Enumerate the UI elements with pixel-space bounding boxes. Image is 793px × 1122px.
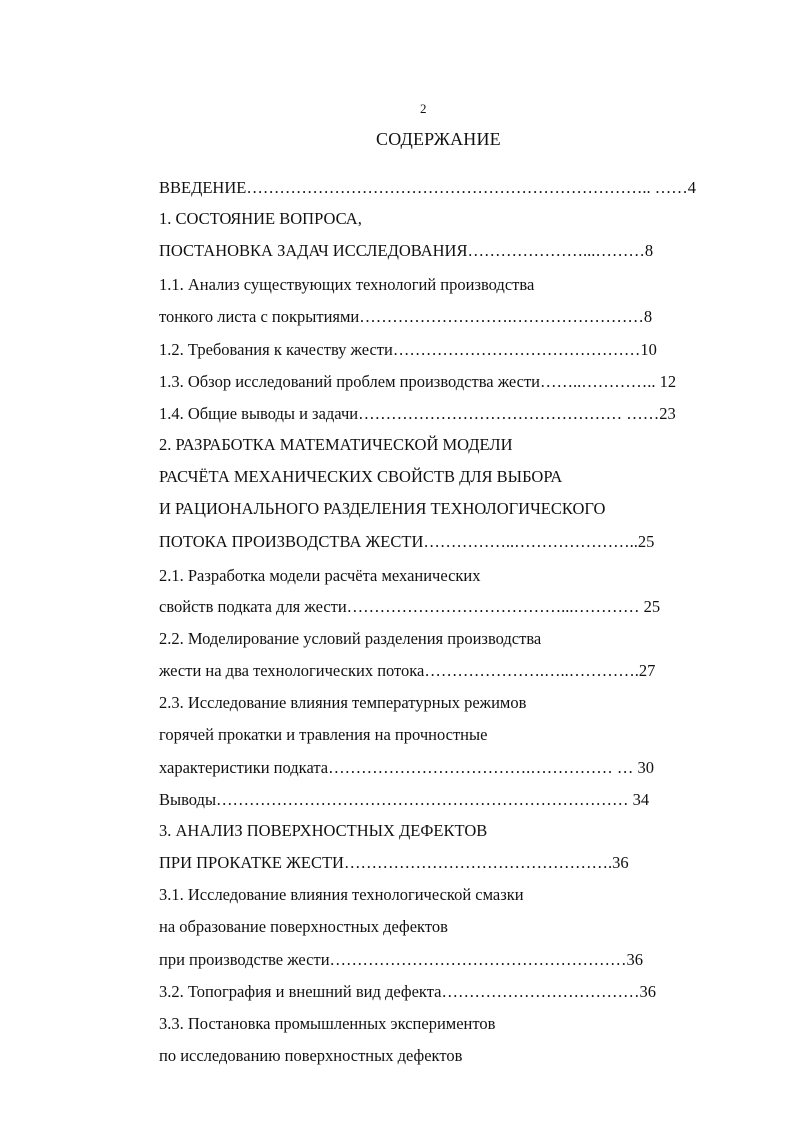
toc-entry: 2.2. Моделирование условий разделения производства — [159, 629, 542, 648]
toc-entry: тонкого листа с покрытиями……………………….……………………8 — [159, 307, 653, 326]
toc-entry: 1.4. Общие выводы и задачи………………………………………… ……23 — [159, 404, 676, 423]
toc-entry: 1.2. Требования к качеству жести………………………………………10 — [159, 340, 657, 359]
toc-entry: свойств подката для жести…………………………………...………… 25 — [159, 597, 661, 616]
toc-entry: Выводы………………………………………………………………… 34 — [159, 790, 650, 809]
toc-entry: ПОТОКА ПРОИЗВОДСТВА ЖЕСТИ……………..…………………..25 — [159, 532, 655, 551]
toc-entry: ПОСТАНОВКА ЗАДАЧ ИССЛЕДОВАНИЯ…………………...………8 — [159, 241, 654, 260]
toc-entry: горячей прокатки и травления на прочностные — [159, 725, 488, 744]
toc-entry: характеристики подката……………………………….…………… … 30 — [159, 758, 654, 777]
toc-entry: ВВЕДЕНИЕ……………………………………………………………….. ……4 — [159, 178, 696, 197]
toc-entry: 3.3. Постановка промышленных экспериментов — [159, 1014, 496, 1033]
toc-entry: 1. СОСТОЯНИЕ ВОПРОСА, — [159, 209, 362, 228]
page-title: СОДЕРЖАНИЕ — [376, 129, 501, 149]
toc-entry: по исследованию поверхностных дефектов — [159, 1046, 463, 1065]
toc-entry: 3.1. Исследование влияния технологической смазки — [159, 885, 524, 904]
toc-entry: 2. РАЗРАБОТКА МАТЕМАТИЧЕСКОЙ МОДЕЛИ — [159, 435, 513, 454]
toc-entry: 1.3. Обзор исследований проблем производства жести……..………….. 12 — [159, 372, 677, 391]
toc-entry: И РАЦИОНАЛЬНОГО РАЗДЕЛЕНИЯ ТЕХНОЛОГИЧЕСКОГО — [159, 499, 606, 518]
toc-entry: 2.1. Разработка модели расчёта механических — [159, 566, 481, 585]
toc-entry: на образование поверхностных дефектов — [159, 917, 448, 936]
toc-entry: 2.3. Исследование влияния температурных режимов — [159, 693, 527, 712]
page-number: 2 — [420, 101, 427, 116]
toc-entry: РАСЧЁТА МЕХАНИЧЕСКИХ СВОЙСТВ ДЛЯ ВЫБОРА — [159, 467, 563, 486]
toc-entry: жести на два технологических потока………………….…..………….27 — [159, 661, 656, 680]
toc-entry: 3. АНАЛИЗ ПОВЕРХНОСТНЫХ ДЕФЕКТОВ — [159, 821, 488, 840]
toc-entry: 1.1. Анализ существующих технологий производства — [159, 275, 535, 294]
toc-entry: 3.2. Топография и внешний вид дефекта………………………………36 — [159, 982, 656, 1001]
toc-entry: ПРИ ПРОКАТКЕ ЖЕСТИ………………………………………….36 — [159, 853, 629, 872]
toc-entry: при производстве жести………………………………………………36 — [159, 950, 644, 969]
